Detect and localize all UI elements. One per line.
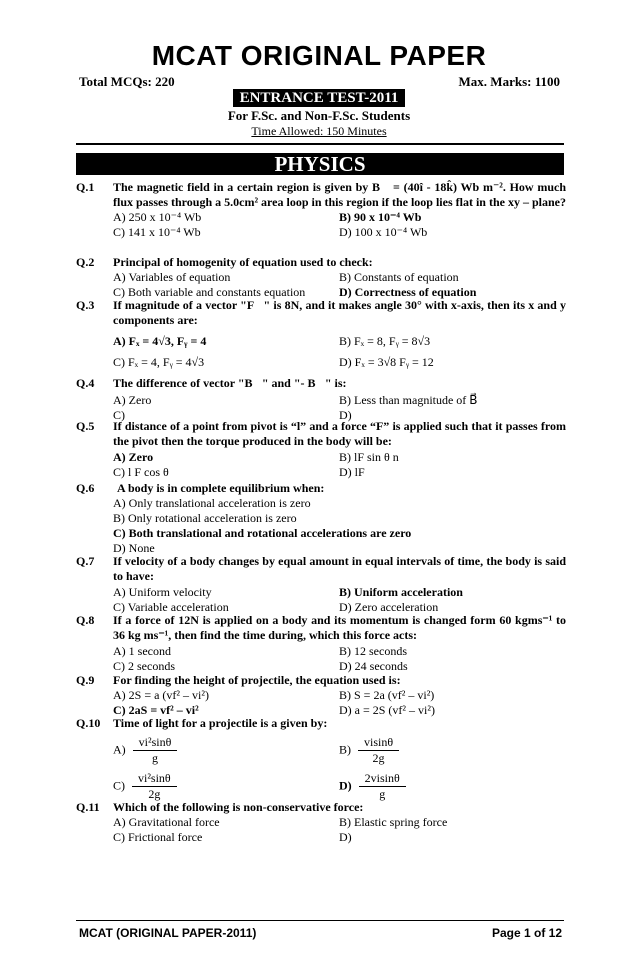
option-a: A) Variables of equation xyxy=(113,270,231,284)
option-d xyxy=(339,771,565,802)
denominator: g xyxy=(152,750,159,765)
option-b: B) 90 x 10⁻⁴ Wb xyxy=(339,210,422,224)
question-3 xyxy=(76,298,566,373)
option-b: B) Elastic spring force xyxy=(339,815,448,829)
question-number: Q.9 xyxy=(76,673,95,687)
option-c xyxy=(113,771,339,802)
option-d: D) Zero acceleration xyxy=(339,600,439,614)
question-number: Q.6 xyxy=(76,481,95,495)
question-number: Q.8 xyxy=(76,613,95,627)
options xyxy=(113,331,566,373)
option-c: C) Fₓ = 4, Fᵧ = 4√3 xyxy=(113,355,205,369)
numerator: vi²sinθ xyxy=(132,771,177,787)
options xyxy=(113,688,566,718)
question-text: If velocity of a body changes by equal amount in equal intervals of time, the body is said to have: xyxy=(113,554,566,583)
question-6 xyxy=(76,481,566,556)
question-text: The difference of vector "B⃗" and "- B⃗" is: xyxy=(113,376,347,390)
option-d: D) Correctness of equation xyxy=(339,285,477,299)
option-a: A) Uniform velocity xyxy=(113,585,212,599)
question-5 xyxy=(76,419,566,480)
options xyxy=(113,210,566,240)
option-c: C) Variable acceleration xyxy=(113,600,229,614)
option-c: C) Frictional force xyxy=(113,830,203,844)
options xyxy=(113,733,566,803)
fraction xyxy=(359,771,406,802)
option-a: A) Zero xyxy=(113,450,154,464)
option-b: B) Fₓ = 8, Fᵧ = 8√3 xyxy=(339,334,431,348)
question-text: Time of light for a projectile is a given by: xyxy=(113,716,328,730)
option-c: C) Both translational and rotational accelerations are zero xyxy=(113,526,412,540)
options xyxy=(113,644,566,674)
options xyxy=(113,270,566,300)
options xyxy=(113,450,566,480)
option-b: B) Less than magnitude of B⃗ xyxy=(339,393,478,407)
for-students: For F.Sc. and Non-F.Sc. Students xyxy=(227,108,411,123)
question-number: Q.4 xyxy=(76,376,95,390)
option-label: B) xyxy=(339,741,351,756)
question-number: Q.7 xyxy=(76,554,95,568)
option-b: B) lF sin θ n xyxy=(339,450,399,464)
option-c: C) xyxy=(113,408,125,422)
question-4 xyxy=(76,376,566,423)
total-mcqs: Total MCQs: 220 xyxy=(79,74,175,89)
question-number: Q.11 xyxy=(76,800,100,814)
option-b: B) S = 2a (vf² – vi²) xyxy=(339,688,435,702)
question-text: Principal of homogenity of equation used to check: xyxy=(113,255,373,269)
question-7 xyxy=(76,554,566,615)
option-d: D) Fₓ = 3√8 Fᵧ = 12 xyxy=(339,355,434,369)
fraction xyxy=(133,735,178,766)
question-number: Q.5 xyxy=(76,419,95,433)
option-a: A) Zero xyxy=(113,393,152,407)
fraction xyxy=(358,735,399,766)
section-title: PHYSICS xyxy=(76,153,564,175)
question-text: If magnitude of a vector "F⃗" is 8N, and it makes angle 30° with x-axis, then its x and y components are: xyxy=(113,298,566,327)
question-11 xyxy=(76,800,566,845)
option-d: D) 100 x 10⁻⁴ Wb xyxy=(339,225,428,239)
option-b xyxy=(339,735,565,766)
option-d: D) lF xyxy=(339,465,365,479)
option-label: D) xyxy=(339,777,352,792)
question-text: If distance of a point from pivot is “l” and a force “F” is applied such that it passes from the pivot then the torque produced in the body will be: xyxy=(113,419,566,448)
option-a: A) Only translational acceleration is zero xyxy=(113,496,311,510)
paper-title: MCAT ORIGINAL PAPER xyxy=(151,40,487,71)
options xyxy=(113,585,566,615)
option-c: C) 2aS = vf² – vi² xyxy=(113,703,199,717)
question-9 xyxy=(76,673,566,718)
option-c: C) Both variable and constants equation xyxy=(113,285,306,299)
question-text: Which of the following is non-conservative force: xyxy=(113,800,364,814)
option-c: C) l F cos θ xyxy=(113,465,169,479)
option-a: A) Gravitational force xyxy=(113,815,220,829)
option-b: B) 12 seconds xyxy=(339,644,407,658)
question-1 xyxy=(76,180,566,240)
numerator: vi²sinθ xyxy=(133,735,178,751)
question-number: Q.2 xyxy=(76,255,95,269)
footer-paper-name: MCAT (ORIGINAL PAPER-2011) xyxy=(79,926,257,940)
option-a: A) 250 x 10⁻⁴ Wb xyxy=(113,210,202,224)
question-2 xyxy=(76,255,566,300)
option-d: D) 24 seconds xyxy=(339,659,408,673)
question-text: A body is in complete equilibrium when: xyxy=(117,481,325,495)
time-allowed xyxy=(0,124,638,139)
fraction xyxy=(132,771,177,802)
option-label: A) xyxy=(113,741,126,756)
option-c: C) 2 seconds xyxy=(113,659,175,673)
question-text: If a force of 12N is applied on a body and its momentum is changed form 60 kgms⁻¹ to 36 kg ms⁻¹, then find the time during, which this force acts: xyxy=(113,613,566,642)
entrance-test-banner: ENTRANCE TEST-2011 xyxy=(233,89,405,107)
option-c: C) 141 x 10⁻⁴ Wb xyxy=(113,225,201,239)
max-marks: Max. Marks: 1100 xyxy=(458,74,560,89)
option-a: A) 2S = a (vf² – vi²) xyxy=(113,688,209,702)
option-b: B) Only rotational acceleration is zero xyxy=(113,511,297,525)
option-label: C) xyxy=(113,777,125,792)
numerator: visinθ xyxy=(358,735,399,751)
header-divider xyxy=(76,143,564,145)
question-text: For finding the height of projectile, the equation used is: xyxy=(113,673,401,687)
time-allowed-text: Time Allowed: 150 Minutes xyxy=(251,124,387,138)
option-d: D) a = 2S (vf² – vi²) xyxy=(339,703,435,717)
question-10 xyxy=(76,716,566,803)
option-a: A) 1 second xyxy=(113,644,171,658)
footer-divider xyxy=(76,920,564,921)
question-text: The magnetic field in a certain region is given by B⃗ = (40î - 18k̂) Wb m⁻². How much flux passes through a 5.0cm² area loop in this region if the loop lies flat in the xy – plane? xyxy=(113,180,566,209)
options xyxy=(113,496,566,556)
question-number: Q.3 xyxy=(76,298,95,312)
options xyxy=(113,815,566,845)
option-a: A) Fₓ = 4√3, Fᵧ = 4 xyxy=(113,334,207,348)
question-number: Q.1 xyxy=(76,180,95,194)
option-d: D) xyxy=(339,830,352,844)
question-8 xyxy=(76,613,566,674)
option-d: D) None xyxy=(113,541,155,555)
denominator: g xyxy=(379,786,386,801)
denominator: 2g xyxy=(148,786,161,801)
option-b: B) Uniform acceleration xyxy=(339,585,463,599)
question-number: Q.10 xyxy=(76,716,101,730)
denominator: 2g xyxy=(372,750,385,765)
numerator: 2visinθ xyxy=(359,771,406,787)
option-d: D) xyxy=(339,408,352,422)
page-number: Page 1 of 12 xyxy=(491,926,562,940)
option-a xyxy=(113,735,339,766)
option-b: B) Constants of equation xyxy=(339,270,459,284)
